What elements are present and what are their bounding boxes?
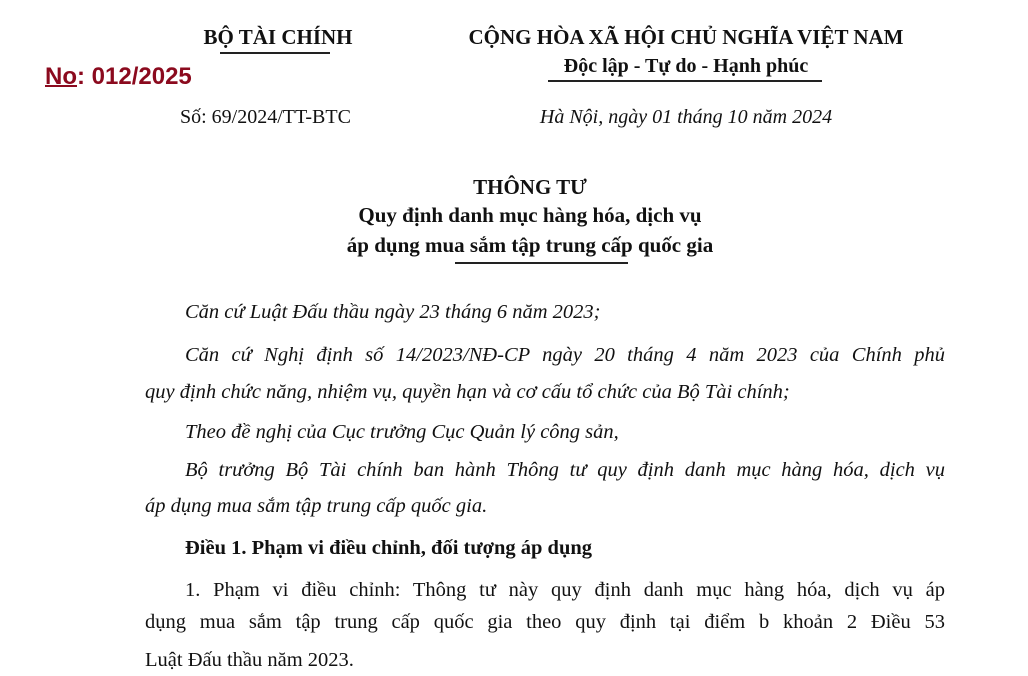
- title-underline: [455, 262, 628, 264]
- preamble-line: áp dụng mua sắm tập trung cấp quốc gia.: [145, 495, 488, 517]
- motto-underline: [548, 80, 822, 82]
- stamp-number-value: : 012/2025: [77, 63, 192, 90]
- preamble-line: Bộ trưởng Bộ Tài chính ban hành Thông tư quy định danh mục hàng hóa, dịch vụ: [185, 459, 945, 481]
- article-heading: Điều 1. Phạm vi điều chỉnh, đối tượng áp dụng: [185, 537, 592, 559]
- ministry-name: BỘ TÀI CHÍNH: [203, 25, 353, 49]
- article-line: Luật Đấu thầu năm 2023.: [145, 649, 354, 671]
- stamp-number-label: No: [45, 63, 77, 90]
- ministry-underline: [220, 52, 330, 54]
- document-title-line2: áp dụng mua sắm tập trung cấp quốc gia: [346, 233, 714, 257]
- article-line: 1. Phạm vi điều chỉnh: Thông tư này quy định danh mục hàng hóa, dịch vụ áp: [185, 579, 945, 601]
- document-type: THÔNG TƯ: [473, 175, 587, 199]
- place-date: Hà Nội, ngày 01 tháng 10 năm 2024: [539, 106, 833, 128]
- national-motto: Độc lập - Tự do - Hạnh phúc: [563, 55, 809, 77]
- country-name: CỘNG HÒA XÃ HỘI CHỦ NGHĨA VIỆT NAM: [468, 25, 904, 49]
- preamble-line: Theo đề nghị của Cục trưởng Cục Quản lý công sản,: [185, 421, 619, 443]
- article-line: dụng mua sắm tập trung cấp quốc gia theo quy định tại điểm b khoản 2 Điều 53: [145, 611, 945, 633]
- preamble-line: quy định chức năng, nhiệm vụ, quyền hạn và cơ cấu tổ chức của Bộ Tài chính;: [145, 381, 790, 403]
- document-title-line1: Quy định danh mục hàng hóa, dịch vụ: [358, 203, 702, 227]
- stamp-number: [45, 63, 192, 91]
- preamble-line: Căn cứ Luật Đấu thầu ngày 23 tháng 6 năm 2023;: [185, 301, 601, 323]
- document-number: Số: 69/2024/TT-BTC: [180, 106, 351, 128]
- preamble-line: Căn cứ Nghị định số 14/2023/NĐ-CP ngày 20 tháng 4 năm 2023 của Chính phủ: [185, 344, 945, 366]
